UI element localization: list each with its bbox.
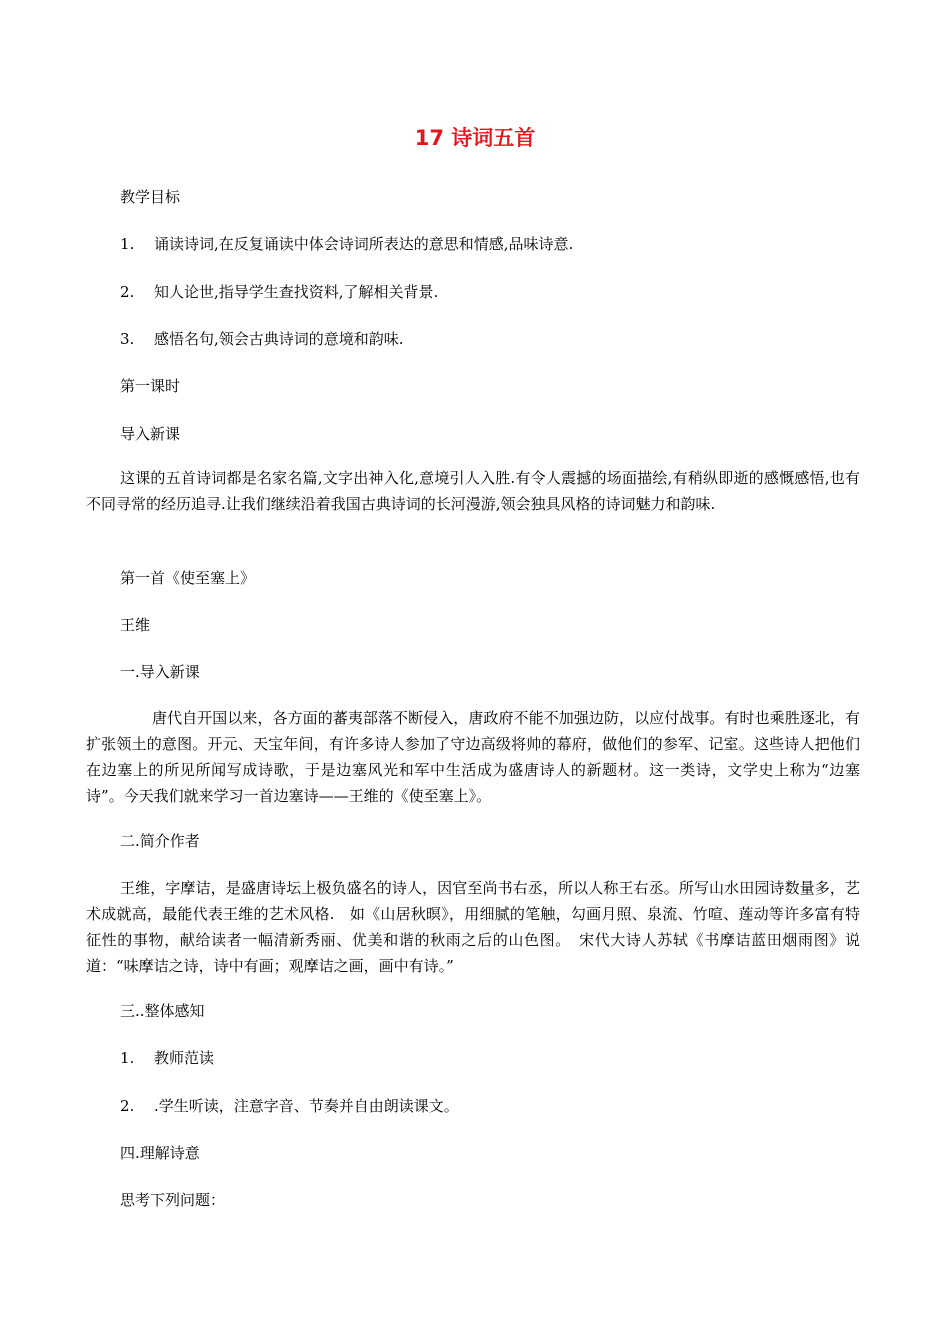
section2-paragraph: 王维，字摩诘，是盛唐诗坛上极负盛名的诗人，因官至尚书右丞，所以人称王右丞。所写山水田园诗数量多，艺术成就高，最能代表王维的艺术风格. 如《山居秋暝》，用细腻的笔触，勾画月照、泉流、竹喧、莲动等许多富有特征性的事物，献给读者一幅清新秀丽、优美和谐的秋雨之后的山色图。 宋代大诗人苏轼《书摩诘蓝田烟雨图》说道：“味摩诘之诗，诗中有画；观摩诘之画，画中有诗。”	[86, 879, 860, 975]
section3-item	[120, 1047, 214, 1068]
item-text: .学生听读，注意字音、节奏并自由朗读课文。	[154, 1097, 459, 1115]
item-number: 1.	[120, 1049, 135, 1067]
page-title: 17 诗词五首	[414, 126, 536, 150]
intro-heading: 导入新课	[120, 425, 181, 443]
intro-paragraph: 这课的五首诗词都是名家名篇,文字出神入化,意境引人入胜.有令人震撼的场面描绘,有稍纵即逝的感慨感悟,也有不同寻常的经历追寻.让我们继续沿着我国古典诗词的长河漫游,领会独具风格的诗词魅力和韵味.	[86, 469, 860, 513]
section-heading: 三..整体感知	[120, 1002, 205, 1020]
objectives-heading: 教学目标	[120, 188, 181, 206]
item-number: 3.	[120, 330, 135, 348]
section-heading: 二.简介作者	[120, 832, 200, 850]
item-number: 2.	[120, 283, 135, 301]
item-text: 知人论世,指导学生查找资料,了解相关背景.	[154, 283, 439, 301]
objective-item	[120, 328, 404, 349]
item-text: 诵读诗词,在反复诵读中体会诗词所表达的意思和情感,品味诗意.	[154, 235, 574, 253]
section3-item	[120, 1095, 459, 1116]
item-text: 感悟名句,领会古典诗词的意境和韵味.	[154, 330, 404, 348]
section-heading: 四.理解诗意	[120, 1144, 200, 1162]
objective-item	[120, 281, 438, 302]
item-number: 2.	[120, 1097, 135, 1115]
poem-author: 王维	[120, 616, 151, 634]
objective-item	[120, 233, 573, 254]
item-text: 教师范读	[154, 1049, 215, 1067]
section1-paragraph: 唐代自开国以来，各方面的蕃夷部落不断侵入，唐政府不能不加强边防，以应付战事。有时也乘胜逐北，有扩张领土的意图。开元、天宝年间，有许多诗人参加了守边高级将帅的幕府，做他们的参军、记室。这些诗人把他们在边塞上的所见所闻写成诗歌，于是边塞风光和军中生活成为盛唐诗人的新题材。这一类诗，文学史上称为“边塞诗”。今天我们就来学习一首边塞诗——王维的《使至塞上》。	[86, 709, 860, 805]
questions-prompt: 思考下列问题：	[120, 1191, 226, 1209]
lesson-period: 第一课时	[120, 377, 181, 395]
item-number: 1.	[120, 235, 135, 253]
poem-title: 第一首《使至塞上》	[120, 569, 256, 587]
section-heading: 一.导入新课	[120, 663, 200, 681]
